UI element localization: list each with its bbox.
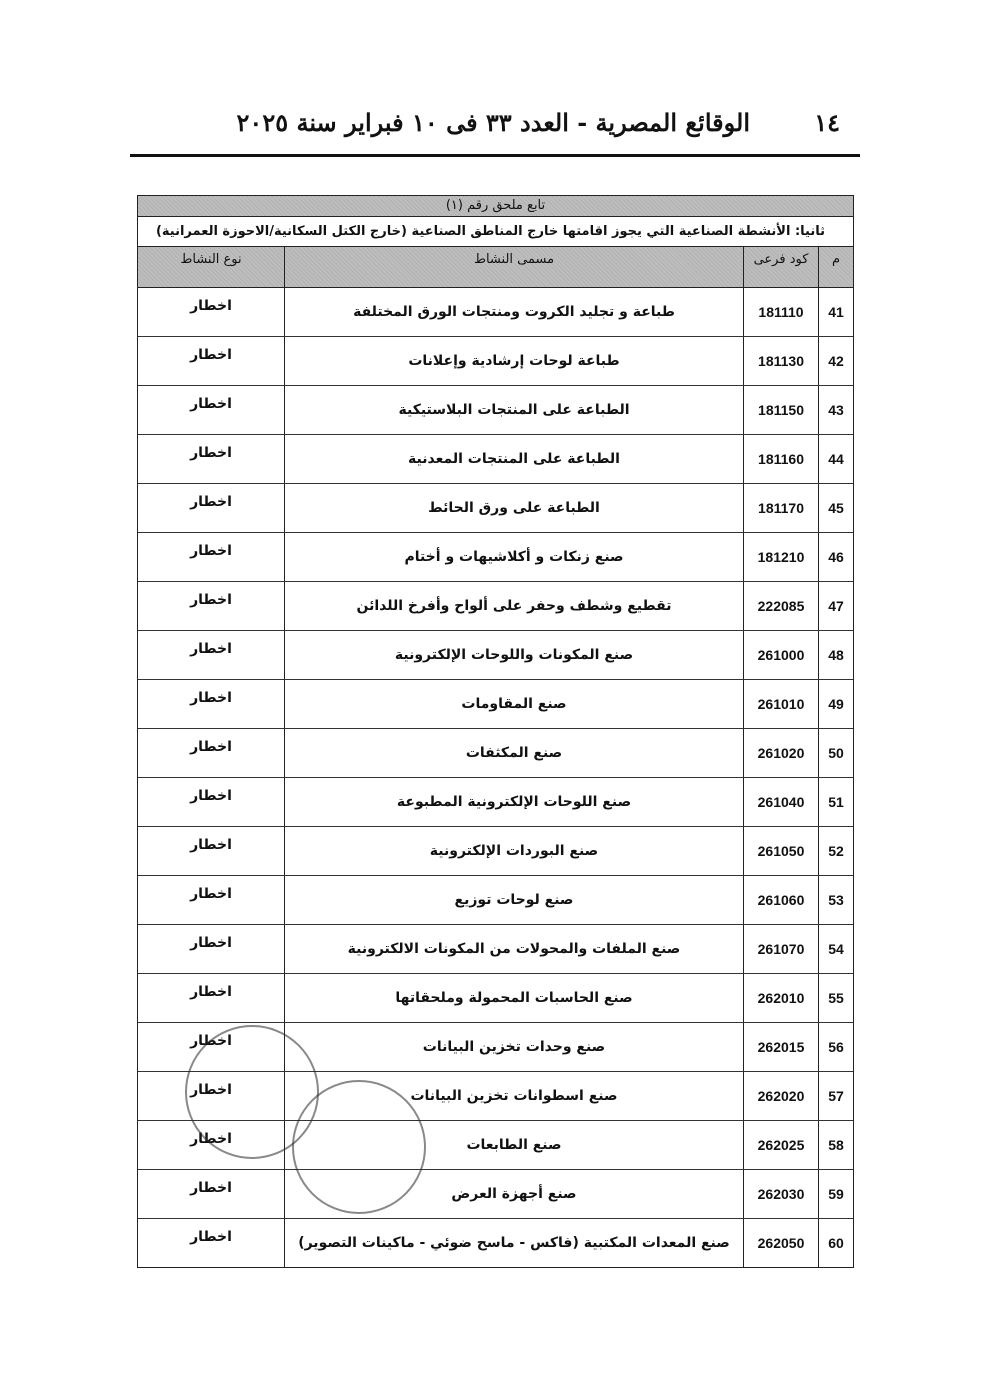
row-code: 181110 (743, 288, 818, 336)
row-activity-type: اخطار (190, 1082, 232, 1098)
table-row (138, 631, 853, 680)
table-row (138, 729, 853, 778)
row-activity-name: صنع وحدات تخزين البيانات (284, 1023, 743, 1071)
row-code: 181130 (743, 337, 818, 385)
row-activity-name: صنع المكثفات (284, 729, 743, 777)
row-number: 47 (818, 582, 853, 630)
table-row (138, 337, 853, 386)
row-code: 181160 (743, 435, 818, 483)
row-number: 52 (818, 827, 853, 875)
table-row (138, 1072, 853, 1121)
row-activity-type: اخطار (190, 396, 232, 412)
table-row (138, 925, 853, 974)
row-activity-type: اخطار (190, 1033, 232, 1049)
activities-table (137, 195, 854, 1268)
row-activity-type: اخطار (190, 739, 232, 755)
column-header-name: مسمى النشاط (284, 247, 743, 287)
table-subtitle: ثانيا: الأنشطة الصناعية التي يجوز اقامتها خارج المناطق الصناعية (خارج الكتل السكانية/الاحوزة العمرانية) (138, 217, 853, 247)
row-code: 262020 (743, 1072, 818, 1120)
table-row (138, 435, 853, 484)
row-number: 41 (818, 288, 853, 336)
row-activity-name: تقطيع وشطف وحفر على ألواح وأفرخ اللدائن (284, 582, 743, 630)
row-code: 261010 (743, 680, 818, 728)
row-activity-type: اخطار (190, 788, 232, 804)
row-code: 261050 (743, 827, 818, 875)
row-activity-type: اخطار (190, 1180, 232, 1196)
table-row (138, 1121, 853, 1170)
row-code: 261020 (743, 729, 818, 777)
row-code: 222085 (743, 582, 818, 630)
row-activity-name: صنع زنكات و أكلاشيهات و أختام (284, 533, 743, 581)
row-activity-name: صنع المقاومات (284, 680, 743, 728)
row-activity-type: اخطار (190, 984, 232, 1000)
column-header-code: كود فرعى (743, 247, 818, 287)
table-row (138, 288, 853, 337)
row-activity-name: الطباعة على المنتجات البلاستيكية (284, 386, 743, 434)
row-number: 57 (818, 1072, 853, 1120)
row-code: 261070 (743, 925, 818, 973)
row-activity-name: طباعة و تجليد الكروت ومنتجات الورق المختلفة (284, 288, 743, 336)
row-activity-type: اخطار (190, 690, 232, 706)
row-number: 56 (818, 1023, 853, 1071)
row-activity-name: صنع المكونات واللوحات الإلكترونية (284, 631, 743, 679)
table-row (138, 876, 853, 925)
row-activity-type: اخطار (190, 886, 232, 902)
row-code: 181150 (743, 386, 818, 434)
table-row (138, 680, 853, 729)
table-row (138, 533, 853, 582)
row-activity-type: اخطار (190, 1131, 232, 1147)
row-number: 45 (818, 484, 853, 532)
row-activity-name: صنع البوردات الإلكترونية (284, 827, 743, 875)
row-number: 43 (818, 386, 853, 434)
row-activity-name: صنع الحاسبات المحمولة وملحقاتها (284, 974, 743, 1022)
row-number: 44 (818, 435, 853, 483)
row-number: 49 (818, 680, 853, 728)
table-row (138, 1170, 853, 1219)
table-row (138, 974, 853, 1023)
row-activity-name: صنع اللوحات الإلكترونية المطبوعة (284, 778, 743, 826)
column-header-num: م (818, 247, 853, 287)
row-activity-type: اخطار (190, 347, 232, 363)
row-number: 58 (818, 1121, 853, 1169)
table-row (138, 827, 853, 876)
row-activity-name: الطباعة على المنتجات المعدنية (284, 435, 743, 483)
row-number: 46 (818, 533, 853, 581)
row-code: 181210 (743, 533, 818, 581)
row-activity-type: اخطار (190, 445, 232, 461)
table-row (138, 1219, 853, 1267)
row-activity-type: اخطار (190, 935, 232, 951)
row-activity-name: صنع الملفات والمحولات من المكونات الالكترونية (284, 925, 743, 973)
row-activity-name: صنع أجهزة العرض (284, 1170, 743, 1218)
row-code: 262030 (743, 1170, 818, 1218)
table-row (138, 778, 853, 827)
row-code: 262010 (743, 974, 818, 1022)
row-activity-name: صنع لوحات توزيع (284, 876, 743, 924)
row-code: 261000 (743, 631, 818, 679)
table-row (138, 582, 853, 631)
row-code: 261040 (743, 778, 818, 826)
table-body (138, 288, 853, 1267)
row-activity-type: اخطار (190, 592, 232, 608)
row-number: 53 (818, 876, 853, 924)
page-number: ١٤ (814, 108, 840, 137)
row-number: 54 (818, 925, 853, 973)
row-number: 42 (818, 337, 853, 385)
table-row (138, 484, 853, 533)
row-activity-name: صنع اسطوانات تخزين البيانات (284, 1072, 743, 1120)
row-number: 60 (818, 1219, 853, 1267)
row-activity-type: اخطار (190, 494, 232, 510)
row-number: 55 (818, 974, 853, 1022)
page-header (90, 108, 860, 148)
table-title: تابع ملحق رقم (١) (138, 196, 853, 217)
row-activity-name: صنع الطابعات (284, 1121, 743, 1169)
row-number: 48 (818, 631, 853, 679)
row-code: 262050 (743, 1219, 818, 1267)
row-code: 181170 (743, 484, 818, 532)
table-header (138, 247, 853, 288)
row-number: 50 (818, 729, 853, 777)
row-code: 261060 (743, 876, 818, 924)
row-number: 51 (818, 778, 853, 826)
row-activity-name: طباعة لوحات إرشادية وإعلانات (284, 337, 743, 385)
row-code: 262025 (743, 1121, 818, 1169)
row-activity-type: اخطار (190, 837, 232, 853)
header-divider (130, 154, 860, 157)
table-row (138, 386, 853, 435)
column-header-type: نوع النشاط (180, 252, 242, 267)
row-activity-type: اخطار (190, 1229, 232, 1245)
row-activity-type: اخطار (190, 543, 232, 559)
row-activity-name: صنع المعدات المكتبية (فاكس - ماسح ضوئي - ماكينات التصوير) (284, 1219, 743, 1267)
gazette-title: الوقائع المصرية - العدد ٣٣ فى ١٠ فبراير سنة ٢٠٢٥ (236, 108, 750, 137)
row-code: 262015 (743, 1023, 818, 1071)
table-row (138, 1023, 853, 1072)
row-number: 59 (818, 1170, 853, 1218)
row-activity-type: اخطار (190, 641, 232, 657)
row-activity-type: اخطار (190, 298, 232, 314)
row-activity-name: الطباعة على ورق الحائط (284, 484, 743, 532)
